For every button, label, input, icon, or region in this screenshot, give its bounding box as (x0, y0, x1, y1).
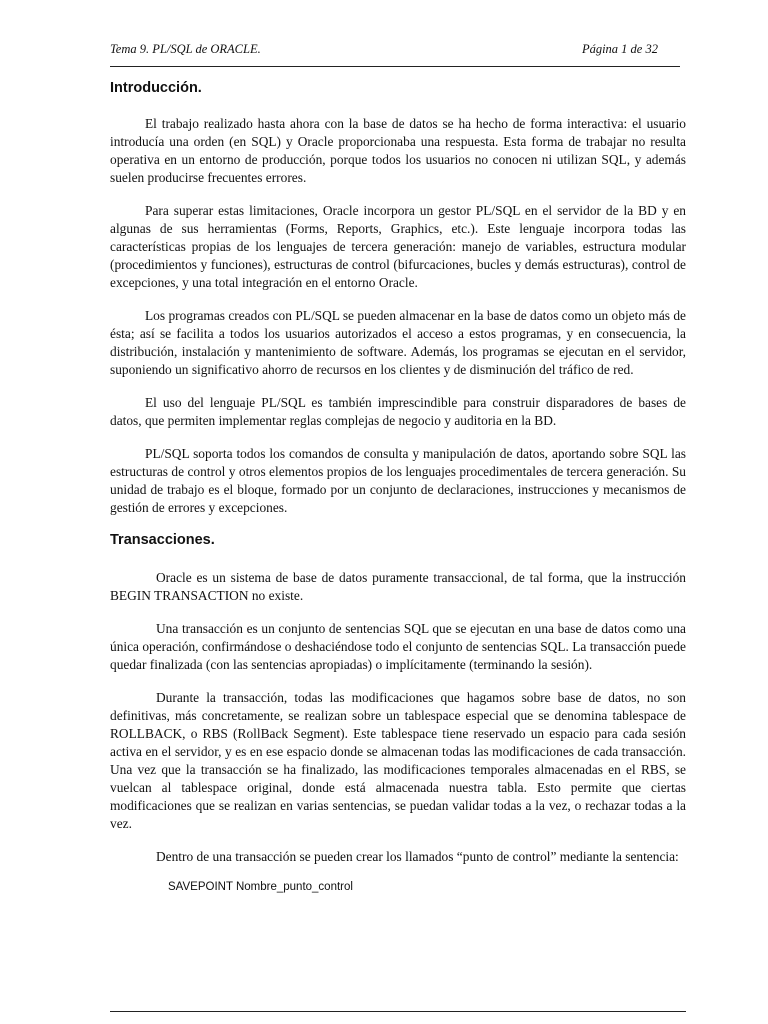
document-title: Tema 9. PL/SQL de ORACLE. (110, 42, 261, 56)
page-number: Página 1 de 32 (581, 42, 658, 56)
page-body (110, 78, 686, 893)
section-heading-transacciones: Transacciones. (110, 532, 215, 548)
footer-divider (110, 1011, 686, 1012)
paragraph: Los programas creados con PL/SQL se pueden almacenar en la base de datos como un objeto más de ésta; así se facilita a todos los usuarios autorizados el acceso a estos programas, y en consecuencia, la distribución, instalación y mantenimiento de software. Además, los programas se ejecutan en el servidor, suponiendo un significativo ahorro de recursos en los clientes y de disminución del tráfico de red. (110, 308, 686, 377)
section-heading-introduccion: Introducción. (110, 80, 202, 96)
code-snippet: SAVEPOINT Nombre_punto_control (168, 881, 353, 893)
header-divider (110, 66, 680, 67)
paragraph: PL/SQL soporta todos los comandos de consulta y manipulación de datos, aportando sobre SQL las estructuras de control y otros elementos propios de los lenguajes procedimentales de tercera generación. Su unidad de trabajo es el bloque, formado por un conjunto de declaraciones, instrucciones y mecanismos de gestión de errores y excepciones. (110, 446, 686, 515)
paragraph: Dentro de una transacción se pueden crear los llamados “punto de control” mediante la sentencia: (156, 849, 679, 864)
paragraph: El uso del lenguaje PL/SQL es también imprescindible para construir disparadores de bases de datos, que permiten implementar reglas complejas de negocio y auditoria en la BD. (110, 395, 686, 428)
paragraph: Para superar estas limitaciones, Oracle incorpora un gestor PL/SQL en el servidor de la BD y en algunas de sus herramientas (Forms, Reports, Graphics, etc.). Este lenguaje incorpora todas las características propias de los lenguajes de tercera generación: manejo de variables, estructura modular (procedimientos y funciones), estructuras de control (bifurcaciones, bucles y demás estructuras), control de excepciones, y una total integración en el entorno Oracle. (110, 203, 686, 290)
paragraph: Durante la transacción, todas las modificaciones que hagamos sobre base de datos, no son definitivas, más concretamente, se realizan sobre un tablespace especial que se denomina tablespace de ROLLBACK, o RBS (RollBack Segment). Este tablespace tiene reservado un espacio para cada sesión activa en el servidor, y es en ese espacio donde se almacenan todas las modificaciones de cada transacción. Una vez que la transacción se ha finalizado, las modificaciones temporales almacenadas en el RBS, se vuelcan al tablespace original, donde está almacenada nuestra tabla. Esto permite que ciertas modificaciones que se realizan en varias sentencias, se puedan validar todas a la vez, o rechazar todas a la vez. (110, 690, 686, 831)
paragraph: Oracle es un sistema de base de datos puramente transaccional, de tal forma, que la instrucción BEGIN TRANSACTION no existe. (110, 570, 686, 603)
page-header (110, 42, 680, 60)
paragraph: El trabajo realizado hasta ahora con la base de datos se ha hecho de forma interactiva: el usuario introducía una orden (en SQL) y Oracle proporcionaba una respuesta. Esta forma de trabajar no resulta operativa en un entorno de producción, porque todos los usuarios no conocen ni utilizan SQL, y además suelen producirse frecuentes errores. (110, 116, 686, 185)
paragraph: Una transacción es un conjunto de sentencias SQL que se ejecutan en una base de datos como una única operación, confirmándose o deshaciéndose todo el conjunto de sentencias SQL. La transacción puede quedar finalizada (con las sentencias apropiadas) o implícitamente (terminando la sesión). (110, 621, 686, 672)
